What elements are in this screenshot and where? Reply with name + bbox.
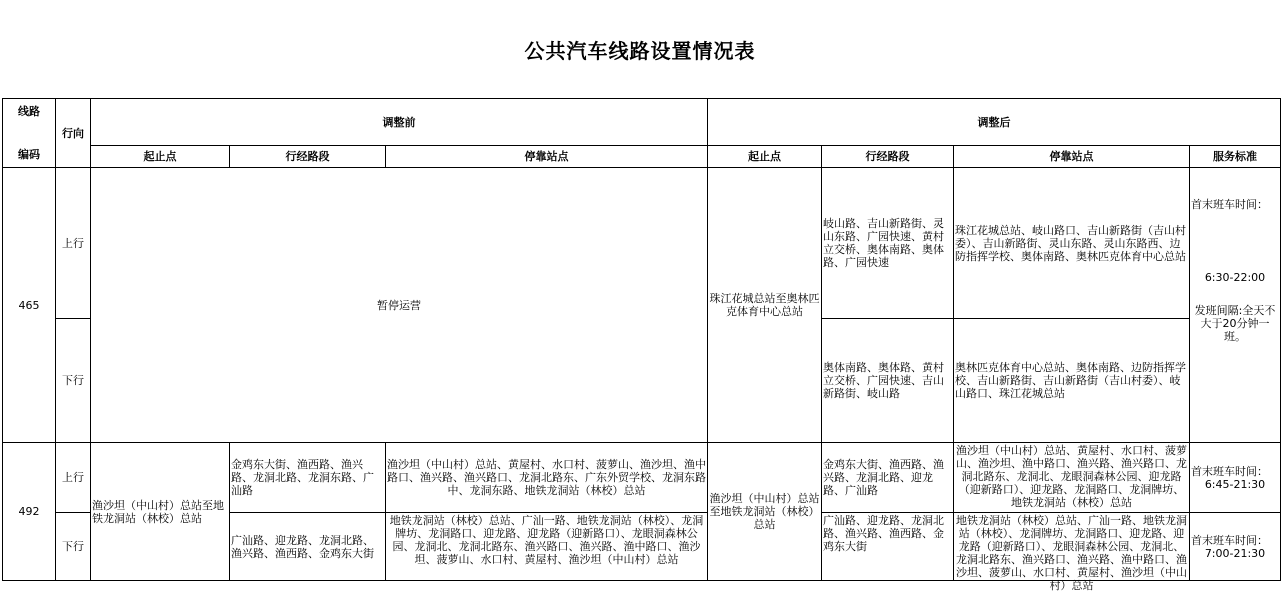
service-465-first-label: 首末班车时间： [1191,198,1268,211]
header-before-start-end: 起止点 [91,146,230,168]
direction-492-down: 下行 [56,513,91,581]
before-stops-492-down-text: 地铁龙洞站（林校）总站、广汕一路、地铁龙洞站（林校）、龙洞牌坊、龙洞路口、迎龙路、迎龙路（迎新路口）、龙眼洞森林公园、龙洞北、龙洞北路东、渔兴路口、渔兴路、渔中路口、渔沙坦、菠萝山、水口村、黄屋村、渔沙坦（中山村）总站 [389,513,704,566]
before-stops-492-down [386,513,708,581]
header-line-bottom: 编码 [18,148,40,161]
after-stops-465-down: 奥林匹克体育中心总站、奥体南路、边防指挥学校、吉山新路街、吉山新路街（吉山村委）、岐山路口、珠江花城总站 [954,319,1190,443]
row-465-up [3,168,1281,319]
before-status-465: 暂停运营 [91,168,708,443]
header-service: 服务标准 [1190,146,1281,168]
before-route-492-down: 广汕路、迎龙路、龙洞北路、渔兴路、渔西路、金鸡东大街 [230,513,386,581]
header-before-stops: 停靠站点 [386,146,708,168]
header-before-route: 行经路段 [230,146,386,168]
header-direction: 行向 [56,99,91,168]
after-stops-492-down [954,513,1190,592]
service-492-up [1190,443,1281,513]
service-492-down [1190,513,1281,581]
service-492-down-label: 首末班车时间： [1191,533,1268,547]
service-465-interval: 发班间隔:全天不大于20分钟一班。 [1194,304,1276,343]
header-line-top: 线路 [18,105,40,118]
row-492-up [3,443,1281,513]
after-route-492-up: 金鸡东大街、渔西路、渔兴路、龙洞北路、迎龙路、广汕路 [822,443,954,513]
after-start-end-465: 珠江花城总站至奥林匹克体育中心总站 [708,168,822,443]
direction-465-down: 下行 [56,319,91,443]
after-stops-492-down-text: 地铁龙洞站（林校）总站、广汕一路、地铁龙洞站（林校）、龙洞牌坊、龙洞路口、迎龙路、迎龙路（迎新路口）、龙眼洞森林公园、龙洞北、龙洞北路东、渔兴路口、渔兴路、渔中路口、渔沙坦、菠萝山、水口村、黄屋村、渔沙坦（中山村）总站 [956,513,1187,592]
header-row-2 [3,146,1281,168]
service-492-down-time: 7:00-21:30 [1204,546,1266,560]
after-route-492-down-text: 广汕路、迎龙路、龙洞北路、渔兴路、渔西路、金鸡东大街 [823,513,944,553]
direction-465-up: 上行 [56,168,91,319]
header-after-stops: 停靠站点 [954,146,1190,168]
line-code-465: 465 [3,168,56,443]
line-code-492: 492 [3,443,56,581]
after-route-465-down: 奥体南路、奥体路、黄村立交桥、广园快速、吉山新路街、岐山路 [822,319,954,443]
after-stops-492-up [954,443,1190,513]
before-stops-492-up: 渔沙坦（中山村）总站、黄屋村、水口村、菠萝山、渔沙坦、渔中路口、渔兴路、渔兴路口、龙洞北路东、广东外贸学校、龙洞东路中、龙洞东路、地铁龙洞站（林校）总站 [386,443,708,513]
header-before: 调整前 [91,99,708,146]
service-465-first-time: 6:30-22:00 [1204,271,1266,284]
after-start-end-492: 渔沙坦（中山村）总站至地铁龙洞站（林校）总站 [708,443,822,581]
route-table [2,98,1281,592]
header-after-route: 行经路段 [822,146,954,168]
after-stops-492-up-text: 渔沙坦（中山村）总站、黄屋村、水口村、菠萝山、渔沙坦、渔中路口、渔兴路、渔兴路口、龙洞北路东、龙洞北、龙眼洞森林公园、迎龙路（迎新路口）、迎龙路、龙洞路口、龙洞牌坊、地铁龙洞站（林校）总站 [956,443,1187,509]
before-route-492-up: 金鸡东大街、渔西路、渔兴路、龙洞北路、龙洞东路、广汕路 [230,443,386,513]
after-stops-465-up: 珠江花城总站、岐山路口、吉山新路街（吉山村委）、吉山新路街、灵山东路、灵山东路西、边防指挥学校、奥体南路、奥林匹克体育中心总站 [954,168,1190,319]
service-492-up-time: 6:45-21:30 [1204,477,1266,491]
service-492-up-label: 首末班车时间： [1191,464,1268,478]
service-465 [1190,168,1281,443]
header-row-1 [3,99,1281,146]
after-route-465-up: 岐山路、吉山新路街、灵山东路、广园快速、黄村立交桥、奥体南路、奥体路、广园快速 [822,168,954,319]
before-start-end-492: 渔沙坦（中山村）总站至地铁龙洞站（林校）总站 [91,443,230,581]
after-route-492-down [822,513,954,581]
header-line-code [3,99,56,168]
header-after: 调整后 [708,99,1281,146]
direction-492-up: 上行 [56,443,91,513]
page-title: 公共汽车线路设置情况表 [524,38,756,63]
header-after-start-end: 起止点 [708,146,822,168]
